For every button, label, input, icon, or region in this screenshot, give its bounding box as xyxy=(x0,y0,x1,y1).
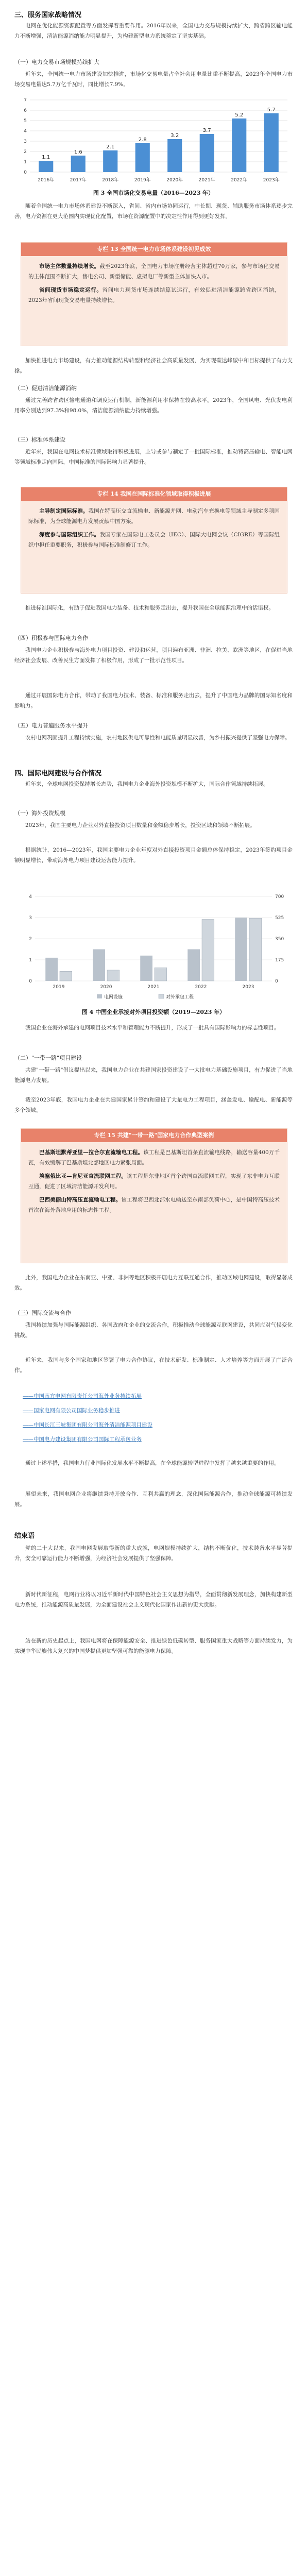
callout-text: 我国在特高压交直流输电、新能源并网、电动汽车充换电等领域主导制定多项国际标准，为全球能源电力发展贡献中国方案。 xyxy=(28,508,280,524)
bar xyxy=(167,139,182,172)
callout-text: 该工程将巴西北部水电输送至东南部负荷中心，是中国特高压技术首次在海外落地应用的标志性工程。 xyxy=(28,1197,280,1213)
x-tick-label: 2020 xyxy=(100,985,112,990)
callout-header: 专栏 15 共建"一带一路"国家电力合作典型案例 xyxy=(21,1129,287,1142)
paragraph: 截至2023年底，我国电力企业在共建国家累计签约和建设了大量电力工程项目，涵盖发电、输配电、新能源等多个领域。 xyxy=(14,1097,293,1113)
figure-caption: 图 4 中国企业承接对外项目投资额（2019—2023 年） xyxy=(81,1009,226,1015)
callout-text: 该工程是东非地区首个跨国直流联网工程，实现了东非电力互联互通，促进了区域清洁能源开发利用。 xyxy=(28,1173,280,1190)
paragraph: 加快推进电力市场建设，有力推动能源结构转型和经济社会高质量发展，为实现碳达峰碳中和目标提供了有力支撑。 xyxy=(14,358,293,374)
bar xyxy=(60,971,72,981)
paragraph: 此外，我国电力企业在东南亚、中亚、非洲等地区积极开展电力互联互通合作，推动区域电网建设，取得显著成效。 xyxy=(14,1275,293,1291)
callout-text: 我国专家在国际电工委员会（IEC）、国际大电网会议（CIGRE）等国际组织中担任重要职务，积极参与国际标准制修订工作。 xyxy=(28,532,280,548)
callout-lead: 市场主体数量持续增长。 xyxy=(39,263,100,269)
paragraph: 随着全国统一电力市场体系建设不断深入，省间、省内市场协同运行，中长期、现货、辅助服务市场体系逐步完善，电力资源在更大范围内实现优化配置，市场在资源配置中的决定性作用得到更好发挥。 xyxy=(14,203,293,219)
x-tick-label: 2021年 xyxy=(198,178,215,183)
callout-text: 省间电力现货市场连续结算试运行，有效促进清洁能源跨省跨区消纳，2023年省间现货交易电量持续增长。 xyxy=(28,287,280,303)
callout-header: 专栏 14 我国在国际标准化领域取得积极进展 xyxy=(21,487,287,501)
legend-label: 对外承包工程 xyxy=(166,995,194,1000)
section-title: 四、国际电网建设与合作情况 xyxy=(14,770,102,777)
subsection-title: （二）促进清洁能源消纳 xyxy=(14,385,77,392)
y-tick-label: 3 xyxy=(24,139,27,144)
callout-box-13 xyxy=(21,242,287,346)
bar xyxy=(155,968,167,981)
bar xyxy=(232,118,246,172)
paragraph: 通过完善跨省跨区输电通道和调度运行机制，新能源利用率保持在较高水平。2023年，全国风电、光伏发电利用率分别达到97.3%和98.0%，清洁能源消纳能力持续增强。 xyxy=(14,397,293,414)
x-tick-label: 2023年 xyxy=(263,178,280,183)
data-label: 3.2 xyxy=(170,133,179,139)
bar xyxy=(140,956,152,981)
y-tick-label: 3 xyxy=(29,916,32,921)
y2-tick-label: 175 xyxy=(275,958,284,963)
callout-lead: 巴西美丽山特高压直流输电工程。 xyxy=(39,1197,122,1203)
data-label: 5.2 xyxy=(235,112,244,118)
bar xyxy=(107,970,120,981)
data-label: 1.1 xyxy=(42,155,50,160)
paragraph: 农村电网巩固提升工程持续实施，农村地区供电可靠性和电能质量明显改善，为乡村振兴提供了坚强电力保障。 xyxy=(25,735,291,741)
callout-lead: 巴基斯坦默蒂亚里—拉合尔直流输电工程。 xyxy=(39,1149,144,1156)
y2-tick-label: 525 xyxy=(275,916,284,921)
callout-text: 该工程是巴基斯坦首条直流输电线路，输送容量400万千瓦，有效缓解了巴基斯坦北部地区电力紧张局面。 xyxy=(28,1149,280,1166)
bar xyxy=(45,958,58,981)
paragraph: 新时代新征程，电网行业将以习近平新时代中国特色社会主义思想为指导，全面贯彻新发展理念，加快构建新型电力系统，推动能源高质量发展，为全面建设社会主义现代化国家作出新的更大贡献。 xyxy=(14,1591,293,1608)
link-list xyxy=(23,1391,291,1449)
paragraph: 2023年，我国主要电力企业对外直接投资项目数量和金额稳步增长，投资区域和领域不断拓展。 xyxy=(25,822,255,828)
x-tick-label: 2018年 xyxy=(102,178,119,183)
section-title: 结束语 xyxy=(14,1532,35,1540)
bar xyxy=(39,161,53,172)
paragraph: 党的二十大以来，我国电网发展取得新的重大成就，电网规模持续扩大，结构不断优化，技术装备水平显著提升，安全可靠运行能力不断增强，为经济社会发展提供了坚强保障。 xyxy=(14,1545,293,1562)
callout-header: 专栏 13 全国统一电力市场体系建设初见成效 xyxy=(21,243,287,256)
subsection-title: （一）电力交易市场规模持续扩大 xyxy=(14,59,99,65)
y2-tick-label: 700 xyxy=(275,894,284,900)
subsection-title: （三）标准体系建设 xyxy=(14,436,65,443)
legend-label: 电网设施 xyxy=(104,995,123,1000)
callout-lead: 主导制定国际标准。 xyxy=(39,508,89,514)
paragraph: 共建"一带一路"倡议提出以来，我国电力企业在共建国家投资建设了一大批电力基础设施项目，有力促进了当地能源电力发展。 xyxy=(14,1067,293,1083)
callout-box-14 xyxy=(21,487,287,594)
x-tick-label: 2019 xyxy=(53,985,65,990)
y-tick-label: 4 xyxy=(24,129,27,134)
paragraph: 我国持续加强与国际能源组织、各国政府和企业的交流合作，积极推动全球能源互联网建设，共同应对气候变化挑战。 xyxy=(14,1322,293,1338)
bar-chart-overseas-investment xyxy=(14,886,293,1005)
y-tick-label: 1 xyxy=(29,958,32,963)
paragraph: 推进标准国际化，有助于促进我国电力装备、技术和服务走出去，提升我国在全球能源治理中的话语权。 xyxy=(25,605,274,611)
y-tick-label: 6 xyxy=(24,108,27,113)
legend-swatch xyxy=(159,994,164,998)
link-item[interactable]: ——中国南方电网有限责任公司海外业务持续拓展 xyxy=(23,1393,142,1399)
bar xyxy=(235,918,247,981)
figure-caption: 图 3 全国市场化交易电量（2016—2023 年） xyxy=(93,190,214,196)
x-tick-label: 2020年 xyxy=(166,178,183,183)
bar xyxy=(71,156,86,172)
callout-box-15 xyxy=(21,1128,287,1263)
callout-lead: 埃塞俄比亚—肯尼亚直流联网工程。 xyxy=(39,1173,127,1179)
y-tick-label: 4 xyxy=(29,894,32,900)
callout-lead: 深度参与国际组织工作。 xyxy=(39,532,100,538)
paragraph: 近年来，我国在电网技术标准领域取得积极进展，主导或参与制定了一批国际标准，推动特高压输电、智能电网等领域标准走向国际，中国标准的国际影响力显著提升。 xyxy=(14,449,293,465)
bar xyxy=(187,950,200,981)
link-item[interactable]: ——中国电力建设集团有限公司国际工程承包业务 xyxy=(23,1436,142,1443)
subsection-title: （一）海外投资规模 xyxy=(14,810,65,817)
paragraph: 展望未来，我国电网企业将继续秉持开放合作、互利共赢的理念，深化国际能源合作，推动全球能源可持续发展。 xyxy=(14,1491,293,1507)
figure-3 xyxy=(14,93,293,185)
x-tick-label: 2021 xyxy=(147,985,160,990)
link-item[interactable]: ——国家电网有限公司国际业务稳步推进 xyxy=(23,1408,120,1414)
data-label: 3.7 xyxy=(202,128,211,133)
paragraph: 电网在优化能源资源配置等方面发挥着重要作用。2016年以来，全国电力交易规模持续扩大，跨省跨区输电能力不断增强，清洁能源消纳能力明显提升，为构建新型电力系统奠定了坚实基础。 xyxy=(14,23,293,39)
data-label: 2.1 xyxy=(106,144,115,150)
paragraph: 根据统计，2016—2023年，我国主要电力企业年度对外直接投资项目金额总体保持稳定，2023年签约项目金额明显增长，带动海外电力项目建设运营能力提升。 xyxy=(14,847,293,863)
paragraph: 近年来，全国统一电力市场建设加快推进，市场化交易电量占全社会用电量比重不断提高，2023年全国电力市场交易电量达5.7万亿千瓦时，同比增长7.9%。 xyxy=(14,71,293,88)
callout-lead: 省间现货市场稳定运行。 xyxy=(39,287,103,293)
data-label: 5.7 xyxy=(267,107,276,113)
y-tick-label: 0 xyxy=(29,979,32,984)
bar xyxy=(135,143,150,172)
bar xyxy=(93,950,105,981)
figure-4 xyxy=(14,886,293,1005)
subsection-title: （三）国际交流与合作 xyxy=(14,1310,71,1316)
paragraph: 通过开展国际电力合作，带动了我国电力技术、装备、标准和服务走出去，提升了中国电力品牌的国际知名度和影响力。 xyxy=(14,692,293,709)
y2-tick-label: 350 xyxy=(275,937,284,942)
bar xyxy=(264,113,279,172)
y-tick-label: 2 xyxy=(29,937,32,942)
y-tick-label: 0 xyxy=(24,170,27,175)
subsection-title: （二）"一带一路"项目建设 xyxy=(14,1055,82,1061)
data-label: 1.6 xyxy=(74,149,82,155)
paragraph: 通过上述举措，我国电力行业国际化发展水平不断提高，在全球能源转型进程中发挥了越来越重要的作用。 xyxy=(25,1460,280,1466)
bar xyxy=(249,918,262,981)
callout-text: 截至2023年底，全国电力市场注册经营主体超过70万家，参与市场化交易的主体范围不断扩大，售电公司、新型储能、虚拟电厂等新型主体加快入市。 xyxy=(28,263,280,280)
x-tick-label: 2022年 xyxy=(231,178,248,183)
section-title: 三、服务国家战略情况 xyxy=(14,11,82,19)
link-item[interactable]: ——中国长江三峡集团有限公司海外清洁能源项目建设 xyxy=(23,1422,152,1428)
paragraph: 近年来，我国与多个国家和地区签署了电力合作协议，在技术研发、标准制定、人才培养等方面开展了广泛合作。 xyxy=(14,1357,293,1374)
bar-chart-market-trading xyxy=(14,93,293,185)
x-tick-label: 2017年 xyxy=(70,178,87,183)
x-tick-label: 2016年 xyxy=(38,178,55,183)
bar xyxy=(202,920,214,981)
y-tick-label: 7 xyxy=(24,98,27,103)
x-tick-label: 2023 xyxy=(242,985,254,990)
paragraph: 我国电力企业积极参与海外电力项目投资、建设和运营，项目遍布亚洲、非洲、拉美、欧洲等地区，在促进当地经济社会发展、改善民生方面发挥了积极作用，形成了一批示范性项目。 xyxy=(14,647,293,664)
legend-swatch xyxy=(97,994,102,998)
subsection-title: （四）积极参与国际电力合作 xyxy=(14,635,88,641)
x-tick-label: 2019年 xyxy=(134,178,151,183)
subsection-title: （五）电力普遍服务水平提升 xyxy=(14,722,88,729)
data-label: 2.8 xyxy=(138,137,147,143)
x-tick-label: 2022 xyxy=(195,985,207,990)
bar xyxy=(200,134,214,172)
y-tick-label: 1 xyxy=(24,160,27,165)
paragraph: 站在新的历史起点上，我国电网将在保障能源安全、推进绿色低碳转型、服务国家重大战略等方面持续发力，为实现中华民族伟大复兴的中国梦提供更加坚强可靠的能源电力保障。 xyxy=(14,1638,293,1654)
paragraph: 近年来，全球电网投资保持增长态势，我国电力企业海外投资规模不断扩大，国际合作领域持续拓展。 xyxy=(25,781,269,787)
paragraph: 我国企业在海外承建的电网项目技术水平和管理能力不断提升，形成了一批具有国际影响力的标志性项目。 xyxy=(25,1025,280,1031)
y2-tick-label: 0 xyxy=(275,979,278,984)
bar xyxy=(103,150,117,172)
y-tick-label: 2 xyxy=(24,149,27,155)
y-tick-label: 5 xyxy=(24,118,27,124)
